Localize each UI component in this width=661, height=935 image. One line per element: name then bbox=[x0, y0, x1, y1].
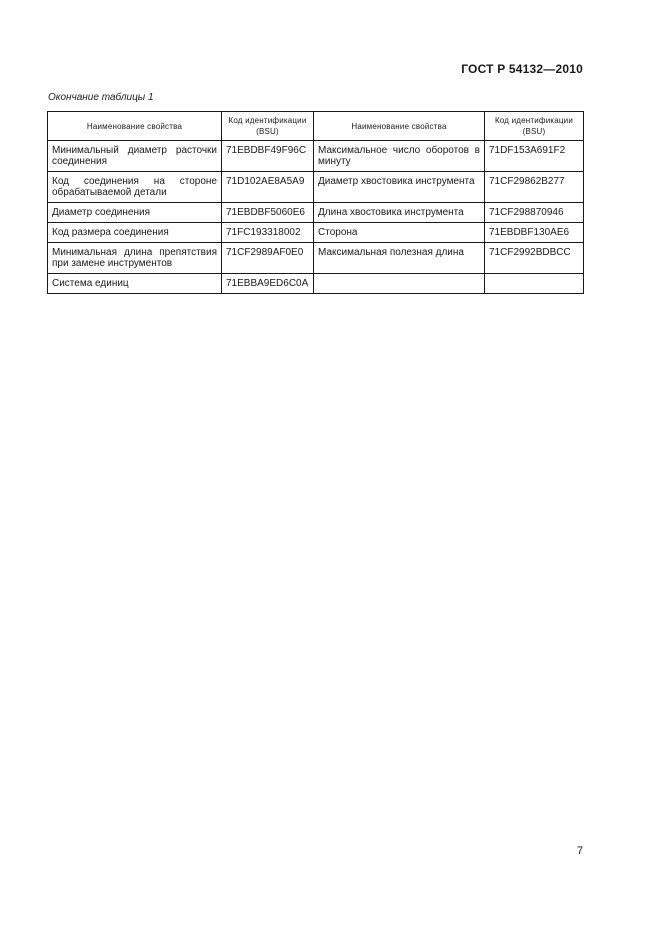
page-number: 7 bbox=[576, 845, 583, 857]
document-header-standard-number: ГОСТ Р 54132—2010 bbox=[461, 62, 583, 76]
table-row bbox=[48, 172, 584, 203]
property-name-cell: Максимальная полезная длина bbox=[314, 243, 485, 274]
id-code-cell: 71CF2989AF0E0 bbox=[222, 243, 314, 274]
id-code-cell: 71DF153A691F2 bbox=[485, 141, 584, 172]
id-code-cell: 71CF2992BDBCC bbox=[485, 243, 584, 274]
header-property-name: Наименование свойства bbox=[314, 112, 485, 141]
header-property-name: Наименование свойства bbox=[48, 112, 222, 141]
property-name-cell: Минимальная длина препятствия при замене инструментов bbox=[48, 243, 222, 274]
property-name-cell: Код размера соединения bbox=[48, 223, 222, 243]
table-row bbox=[48, 243, 584, 274]
table-row bbox=[48, 203, 584, 223]
property-name-cell: Сторона bbox=[314, 223, 485, 243]
id-code-cell: 71EBDBF49F96C bbox=[222, 141, 314, 172]
id-code-cell: 71FC193318002 bbox=[222, 223, 314, 243]
id-code-cell: 71CF298870946 bbox=[485, 203, 584, 223]
table-row bbox=[48, 274, 584, 294]
property-name-cell: Диаметр соединения bbox=[48, 203, 222, 223]
property-name-cell: Минимальный диаметр расточки соединения bbox=[48, 141, 222, 172]
property-name-cell: Максимальное число оборотов в минуту bbox=[314, 141, 485, 172]
properties-table bbox=[47, 111, 584, 294]
id-code-cell: 71EBDBF5060E6 bbox=[222, 203, 314, 223]
property-name-cell: Диаметр хвостовика инструмента bbox=[314, 172, 485, 203]
property-name-cell: Длина хвостовика инструмента bbox=[314, 203, 485, 223]
id-code-cell: 71EBBA9ED6C0A bbox=[222, 274, 314, 294]
id-code-cell: 71D102AE8A5A9 bbox=[222, 172, 314, 203]
header-id-code: Код идентификации (BSU) bbox=[222, 112, 314, 141]
id-code-cell bbox=[485, 274, 584, 294]
table-row bbox=[48, 223, 584, 243]
id-code-cell: 71EBDBF130AE6 bbox=[485, 223, 584, 243]
table-header-row bbox=[48, 112, 584, 141]
id-code-cell: 71CF29862B277 bbox=[485, 172, 584, 203]
table-row bbox=[48, 141, 584, 172]
header-id-code: Код идентификации (BSU) bbox=[485, 112, 584, 141]
property-name-cell: Система единиц bbox=[48, 274, 222, 294]
property-name-cell: Код соединения на стороне обрабатываемой детали bbox=[48, 172, 222, 203]
table-caption: Окончание таблицы 1 bbox=[48, 92, 154, 103]
property-name-cell bbox=[314, 274, 485, 294]
